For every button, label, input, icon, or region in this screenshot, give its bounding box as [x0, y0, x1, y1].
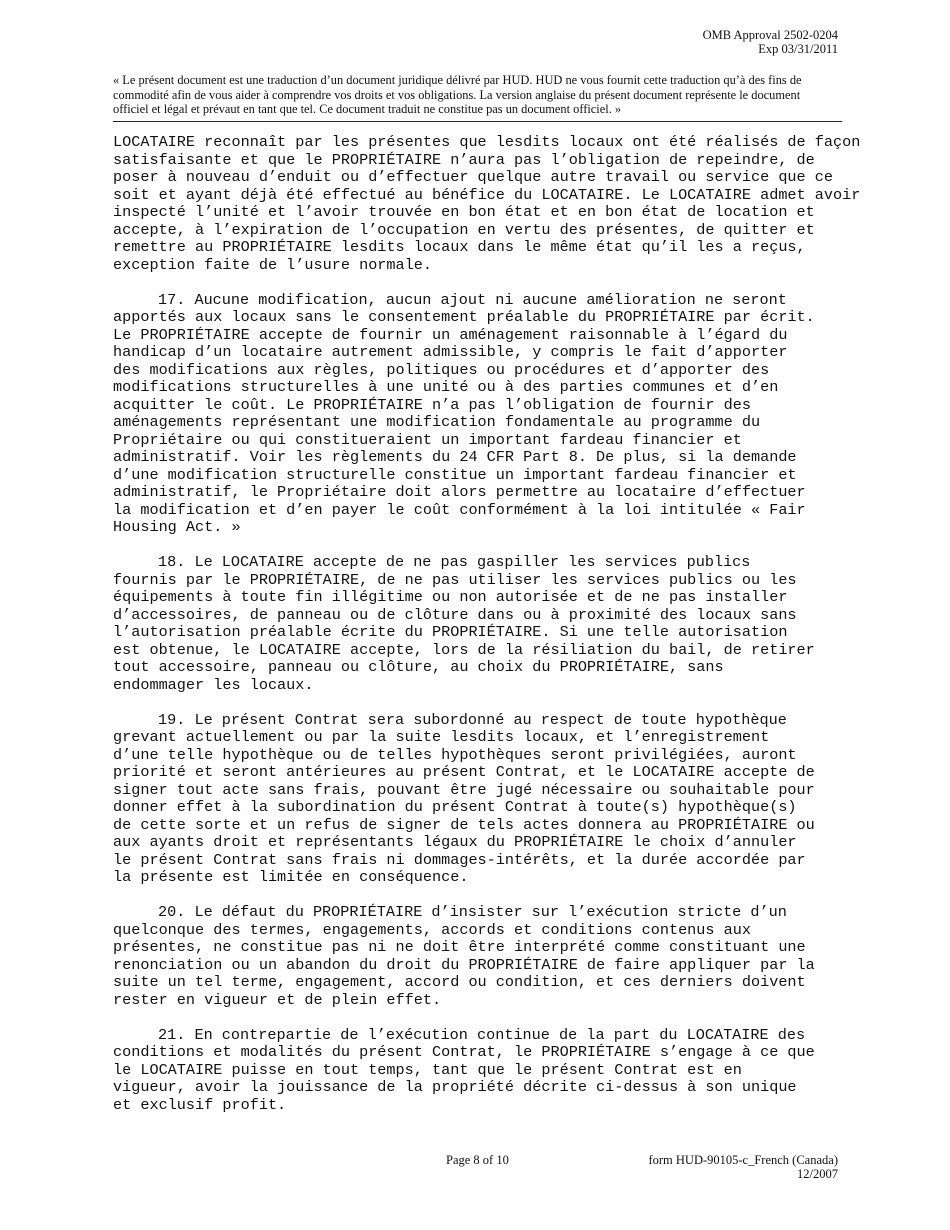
document-body: [113, 134, 883, 1132]
omb-expiration-date: Exp 03/31/2011: [758, 42, 838, 56]
omb-approval-block: [703, 28, 838, 56]
clause-21: 21. En contrepartie de l’exécution continue de la part du LOCATAIRE des conditions et modalités du présent Contrat, le PROPRIÉTAIRE s’engage à ce que le LOCATAIRE puisse en tout temps, tant que le présent Contrat est en vigueur, avoir la jouissance de la propriété décrite ci-dessus à son unique et exclusif profit.: [113, 1025, 815, 1114]
clause-18: 18. Le LOCATAIRE accepte de ne pas gaspiller les services publics fournis par le PROPRIÉTAIRE, de ne pas utiliser les services publics ou les équipements à toute fin illégitime ou non autorisée et de ne pas installer d’accessoires, de panneau ou de clôture dans ou à proximité des locaux sans l’autorisation préalable écrite du PROPRIÉTAIRE. Si une telle autorisation est obtenue, le LOCATAIRE accepte, lors de la résiliation du bail, de retirer tout accessoire, panneau ou clôture, au choix du PROPRIÉTAIRE, sans endommager les locaux.: [113, 553, 815, 694]
form-identifier-block: [648, 1153, 838, 1181]
form-date: 12/2007: [797, 1167, 838, 1181]
clause-20: 20. Le défaut du PROPRIÉTAIRE d’insister sur l’exécution stricte d’un quelconque des termes, engagements, accords et conditions contenus aux présentes, ne constitue pas ni ne doit être interprété comme constituant une renonciation ou un abandon du droit du PROPRIÉTAIRE de faire appliquer par la suite un tel terme, engagement, accord ou condition, et ces derniers doivent rester en vigueur et de plein effet.: [113, 903, 815, 1009]
clause-19: 19. Le présent Contrat sera subordonné au respect de toute hypothèque grevant actuellement ou par la suite lesdits locaux, et l’enregistrement d’une telle hypothèque ou de telles hypothèques seront privilégiées, auront priorité et seront antérieures au présent Contrat, et le LOCATAIRE accepte de signer tout acte sans frais, pouvant être jugé nécessaire ou souhaitable pour donner effet à la subordination du présent Contrat à toute(s) hypothèque(s) de cette sorte et un refus de signer de tels actes donnera au PROPRIÉTAIRE ou aux ayants droit et représentants légaux du PROPRIÉTAIRE le choix d’annuler le présent Contrat sans frais ni dommages-intérêts, et la durée accordée par la présente est limitée en conséquence.: [113, 710, 815, 886]
clause-17: 17. Aucune modification, aucun ajout ni aucune amélioration ne seront apportés aux locaux sans le consentement préalable du PROPRIÉTAIRE par écrit. Le PROPRIÉTAIRE accepte de fournir un aménagement raisonnable à l’égard du handicap d’un locataire autrement admissible, y compris le fait d’apporter des modifications aux règles, politiques ou procédures et d’apporter des modifications structurelles à une unité ou à des parties communes et d’en acquitter le coût. Le PROPRIÉTAIRE n’a pas l’obligation de fournir des aménagements représentant une modification fondamentale au programme du Propriétaire ou qui constitueraient un important fardeau financier et administratif. Voir les règlements du 24 CFR Part 8. De plus, si la demande d’une modification structurelle constitue un important fardeau financier et administratif, le Propriétaire doit alors permettre au locataire d’effectuer la modification et d’en payer le coût conformément à la loi intitulée « Fair Housing Act. »: [113, 290, 815, 536]
omb-approval-number: OMB Approval 2502-0204: [702, 28, 838, 42]
translation-notice: « Le présent document est une traduction d’un document juridique délivré par HUD. HUD ne vous fournit cette traduction qu’à des fins de commodité afin de vous aider à comprendre vos droits et vos obligations. La version anglaise du présent document représente le document officiel et légal et prévaut en tant que tel. Ce document traduit ne constitue pas un document officiel. »: [113, 73, 802, 116]
header-divider: [113, 121, 842, 122]
page-number: Page 8 of 10: [446, 1153, 509, 1167]
form-identifier: form HUD-90105-c_French (Canada): [648, 1153, 838, 1167]
continuation-paragraph: LOCATAIRE reconnaît par les présentes que lesdits locaux ont été réalisés de façon satisfaisante et que le PROPRIÉTAIRE n’aura pas l’obligation de repeindre, de poser à nouveau d’enduit ou d’effectuer quelque autre travail ou service que ce soit et ayant déjà été effectué au bénéfice du LOCATAIRE. Le LOCATAIRE admet avoir inspecté l’unité et l’avoir trouvée en bon état et en bon état de location et accepte, à l’expiration de l’occupation en vertu des présentes, de quitter et remettre au PROPRIÉTAIRE lesdits locaux dans le même état qu’il les a reçus, exception faite de l’usure normale.: [113, 133, 861, 274]
